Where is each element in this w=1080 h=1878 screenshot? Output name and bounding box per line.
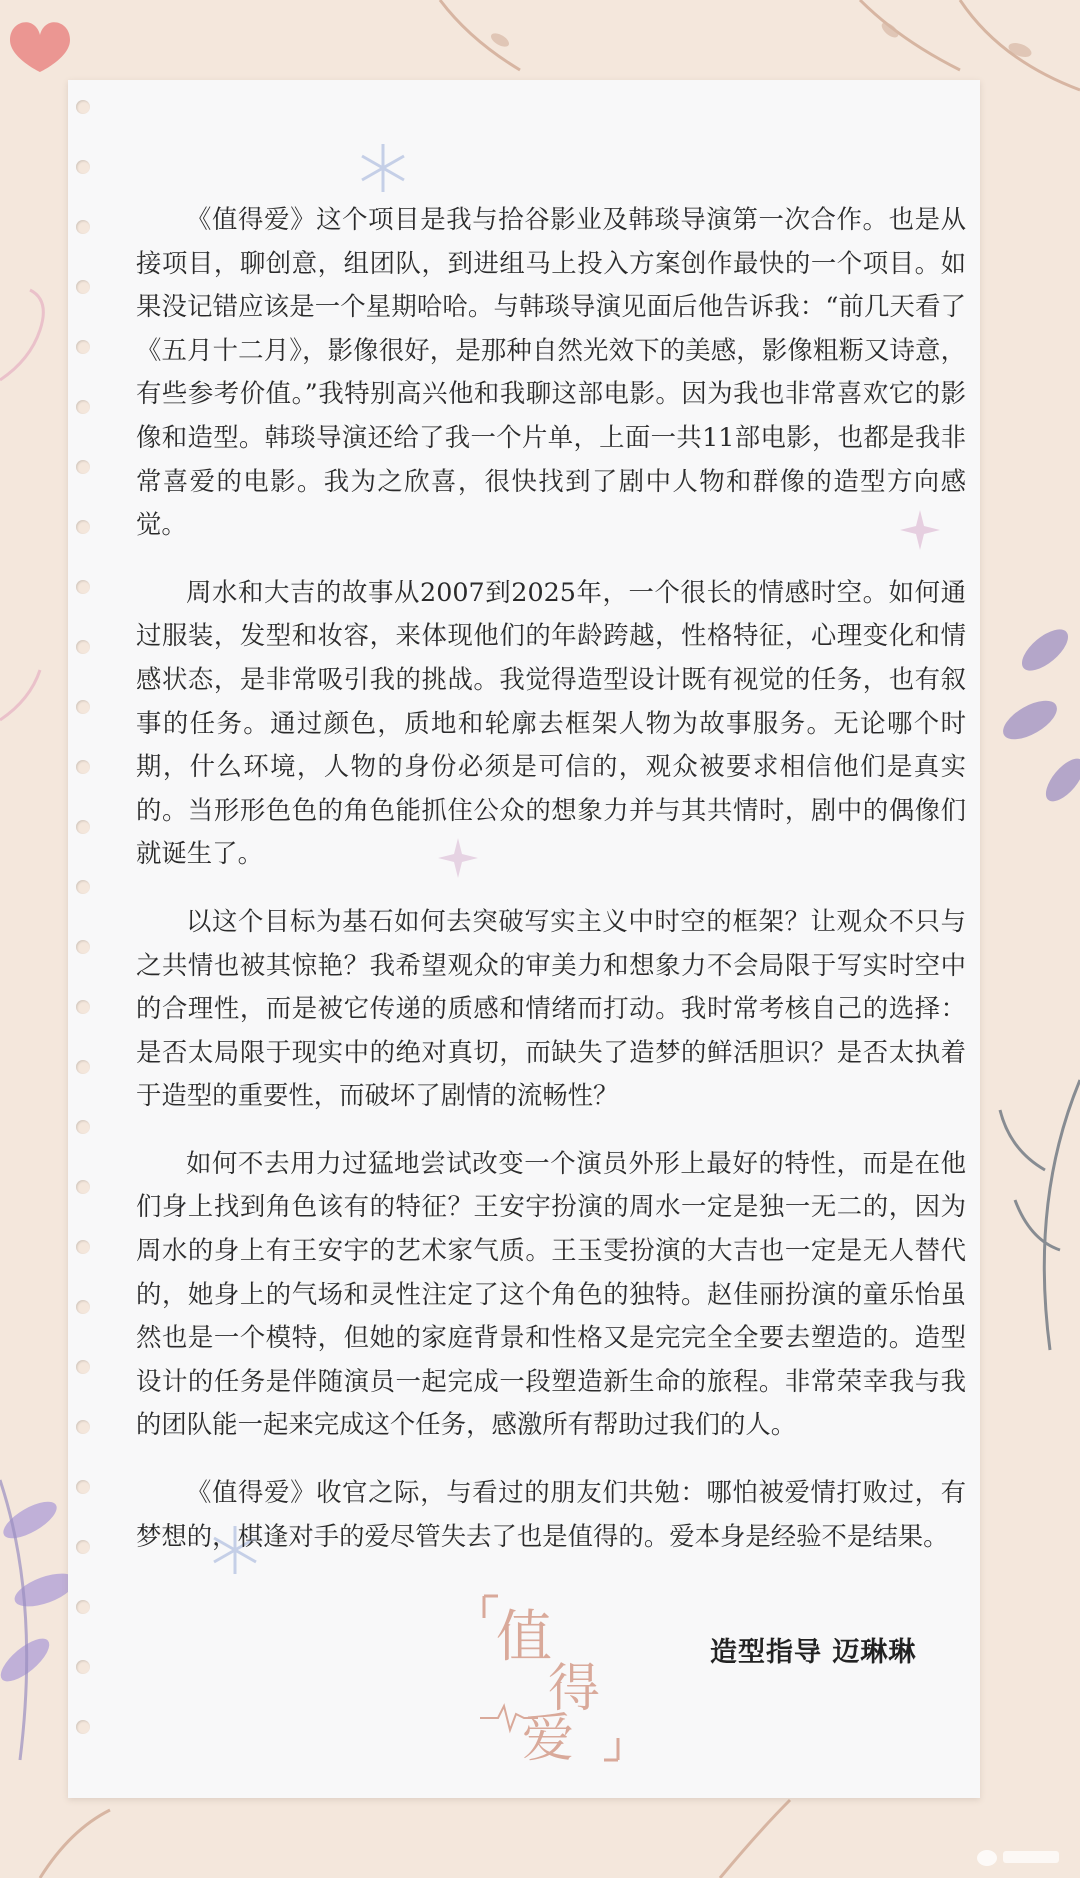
paragraph: 周水和大吉的故事从2007到2025年，一个很长的情感时空。如何通过服装，发型和妆容，来体现他们的年龄跨越，性格特征，心理变化和情感状态，是非常吸引我的挑战。我觉得造型设计既有视觉的任务，也有叙事的任务。通过颜色，质地和轮廓去框架人物为故事服务。无论哪个时期，什么环境，人物的身份必须是可信的，观众被要求相信他们是真实的。当形形色色的角色能抓住公众的想象力并与其共情时，剧中的偶像们就诞生了。 — [136, 576, 966, 869]
snowflake-icon — [355, 140, 411, 196]
paragraph: 《值得爱》收官之际，与看过的朋友们共勉：哪怕被爱情打败过，有梦想的，棋逢对手的爱尽管失去了也是值得的。爱本身是经验不是结果。 — [136, 1477, 966, 1551]
svg-text:得: 得 — [548, 1659, 601, 1719]
svg-text:爱: 爱 — [522, 1709, 575, 1768]
weibo-watermark-icon — [975, 1845, 1065, 1869]
signature: 造型指导 迈琳琳 — [710, 1637, 917, 1668]
paragraph: 如何不去用力过猛地尝试改变一个演员外形上最好的特性，而是在他们身上找到角色该有的特征？王安宇扮演的周水一定是独一无二的，因为周水的身上有王安宇的艺术家气质。王玉雯扮演的大吉也一定是无人替代的，她身上的气场和灵性注定了这个角色的独特。赵佳丽扮演的童乐怡虽然也是一个模特，但她的家庭背景和性格又是完完全全要去塑造的。造型设计的任务是伴随演员一起完成一段塑造新生命的旅程。非常荣幸我与我的团队能一起来完成这个任务，感激所有帮助过我们的人。 — [136, 1147, 966, 1440]
paper-perforation — [76, 100, 90, 1780]
heart-icon — [10, 22, 70, 72]
paragraph: 《值得爱》这个项目是我与拾谷影业及韩琰导演第一次合作。也是从接项目，聊创意，组团队，到进组马上投入方案创作最快的一个项目。如果没记错应该是一个星期哈哈。与韩琰导演见面后他告诉我：“前几天看了《五月十二月》，影像很好，是那种自然光效下的美感，影像粗粝又诗意，有些参考价值。”我特别高兴他和我聊这部电影。因为我也非常喜欢它的影像和造型。韩琰导演还给了我一个片单，上面一共11部电影，也都是我非常喜爱的电影。我为之欣喜，很快找到了剧中人物和群像的造型方向感觉。 — [136, 204, 966, 540]
svg-text:值: 值 — [496, 1605, 552, 1670]
letter-body — [136, 198, 966, 1582]
show-logo — [478, 1588, 628, 1768]
paragraph: 以这个目标为基石如何去突破写实主义中时空的框架？让观众不只与之共情也被其惊艳？我希望观众的审美力和想象力不会局限于写实时空中的合理性，而是被它传递的质感和情绪而打动。我时常考核自己的选择：是否太局限于现实中的绝对真切，而缺失了造梦的鲜活胆识？是否太执着于造型的重要性，而破坏了剧情的流畅性？ — [136, 905, 966, 1111]
